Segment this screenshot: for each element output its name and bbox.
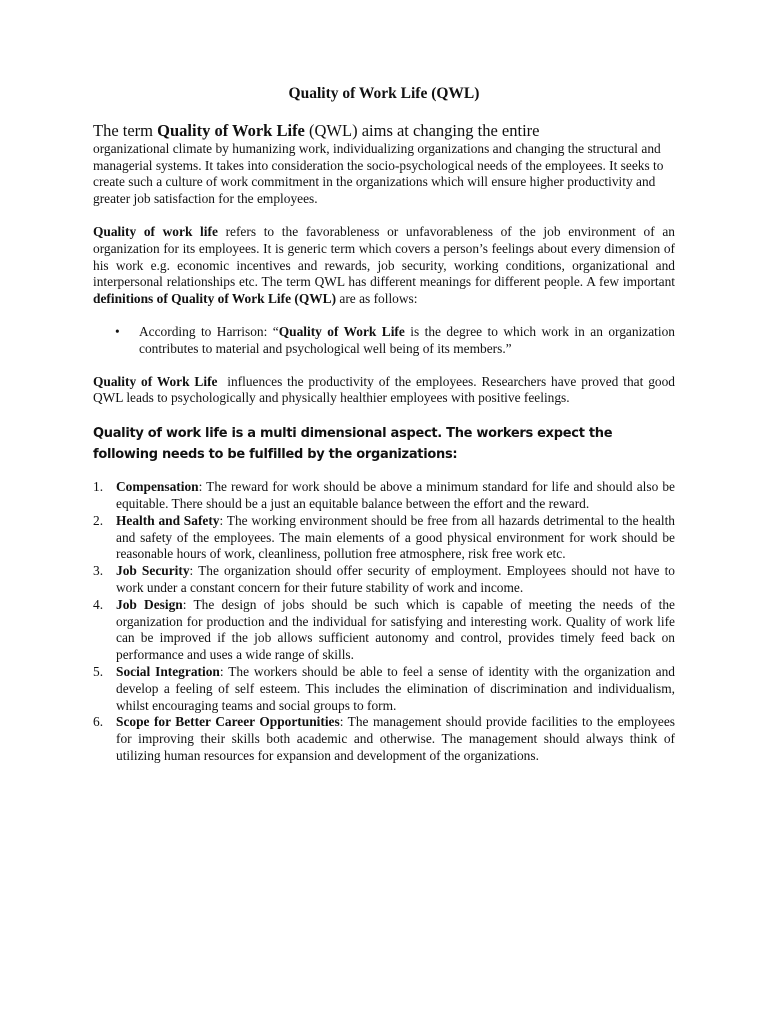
definition-term: Quality of work life (93, 223, 218, 239)
influence-paragraph: Quality of Work Life influences the productivity of the employees. Researchers have proved that good QWL leads to psychologically and physically healthier employees with positive feelings. (93, 373, 679, 406)
list-item: 6. Scope for Better Career Opportunities: The management should provide facilities to the employees for improving their skills both academic and otherwise. The management should always think of utilizing human resources for expansion and development of the organizations. (93, 714, 675, 763)
definition-paragraph: Quality of work life refers to the favorableness or unfavorableness of the job environment of an organization for its employees. It is generic term which covers a person’s feelings about every dimension of his work e.g. economic incentives and rewards, job security, working conditions, organizational and interpersonal relationships etc. The term QWL has different meanings for different people. A few important definitions of Quality of Work Life (QWL) are as follows: (93, 223, 676, 307)
intro-paragraph: organizational climate by humanizing work, individualizing organizations and changing the structural and managerial systems. It takes into consideration the socio-psychological needs of the employees. It seeks to create such a culture of work commitment in the organizations which will ensure higher productivity and greater job satisfaction for the employees. (93, 140, 664, 207)
definitions-list (93, 324, 675, 358)
document-title: Quality of Work Life (QWL) (288, 85, 480, 102)
intro-lead: The term Quality of Work Life (QWL) aims at changing the entire (93, 120, 540, 140)
list-item: 2. Health and Safety: The working environment should be free from all hazards detrimental to the health and safety of the employees. The main elements of a good physical environment for work should be reasonable hours of work, cleanliness, pollution free atmosphere, risk free work etc. (93, 512, 676, 562)
list-item: 5. Social Integration: The workers should be able to feel a sense of identity with the organization and develop a feeling of self esteem. This includes the elimination of discrimination and individualism, whilst encouraging teams and social groups to form. (93, 663, 675, 713)
list-item: 1. Compensation: The reward for work should be above a minimum standard for life and should also be equitable. There should be a just an equitable balance between the effort and the reward. (93, 479, 675, 511)
list-item: 4. Job Design: The design of jobs should be such which is capable of meeting the needs of the organization for production and the individual for satisfying and interesting work. Quality of work life can be improved if the job allows sufficient autonomy and control, provides timely feed back on performance and uses a wide range of skills. (93, 596, 676, 663)
list-item: 3. Job Security: The organization should offer security of employment. Employees should not have to work under a constant concern for their future stability of work and income. (93, 563, 675, 595)
document-page (93, 85, 679, 765)
influence-term: Quality of Work Life (93, 373, 218, 389)
needs-list (93, 479, 675, 765)
bullet-marker: • (115, 323, 120, 339)
definitions-phrase: definitions of Quality of Work Life (QWL) (93, 291, 337, 307)
list-item: • According to Harrison: “Quality of Work Life is the degree to which work in an organization contributes to material and psychological well being of its members.” (115, 323, 675, 356)
intro-term: Quality of Work Life (157, 120, 305, 140)
needs-heading: Quality of work life is a multi dimensional aspect. The workers expect the following needs to be fulfilled by the organizations: (93, 426, 613, 463)
